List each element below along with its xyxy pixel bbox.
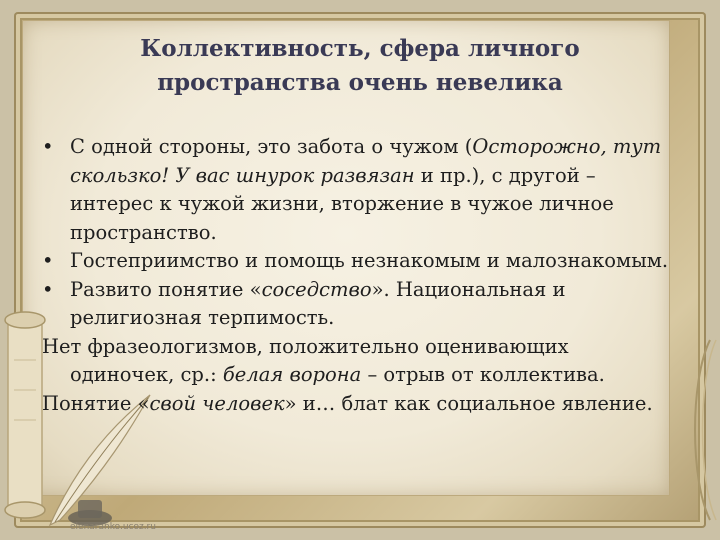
bullet-text: Развито понятие «: [70, 277, 262, 301]
paragraph-text: Нет фразеологизмов, положительно оценивающих одиночек, ср.:: [42, 334, 569, 386]
bullet-item: [42, 276, 672, 333]
paragraph-text-cont: » и… блат как социальное явление.: [284, 391, 653, 415]
slide-title-line-2: пространства очень невелика: [157, 69, 563, 96]
bullet-italic-term: соседство: [261, 277, 372, 301]
frame-ornament-icon: [680, 330, 720, 530]
bullet-italic-example: Осторожно, тут скользко! У вас шнурок развязан: [70, 135, 662, 187]
watermark: elenaranko.ucoz.ru: [70, 522, 156, 532]
bullet-item: [42, 247, 672, 276]
bullet-marker: •: [42, 135, 54, 158]
paragraph: [42, 390, 672, 419]
slide-body: [42, 133, 672, 418]
paragraph-italic-idiom: белая ворона: [222, 363, 362, 386]
bullet-marker: •: [42, 277, 54, 301]
paragraph: [42, 333, 672, 390]
paragraph-italic-term: свой человек: [149, 391, 285, 415]
bullet-text: Гостеприимство и помощь незнакомым и малознакомым.: [70, 249, 669, 272]
paragraph-text: Понятие «: [42, 391, 150, 415]
paragraph-text-cont: – отрыв от коллектива.: [361, 363, 605, 386]
bullet-text-cont: ». Национальная и религиозная терпимость.: [70, 277, 566, 329]
bullet-text: С одной стороны, это забота о чужом (: [70, 135, 473, 158]
bullet-marker: •: [42, 249, 54, 272]
slide-title: [60, 32, 660, 100]
bullet-text-cont: и пр.), с другой – интерес к чужой жизни, вторжение в чужое личное пространство.: [70, 163, 614, 244]
slide-title-line-1: Коллективность, сфера личного: [140, 35, 580, 62]
bullet-item: [42, 133, 672, 247]
